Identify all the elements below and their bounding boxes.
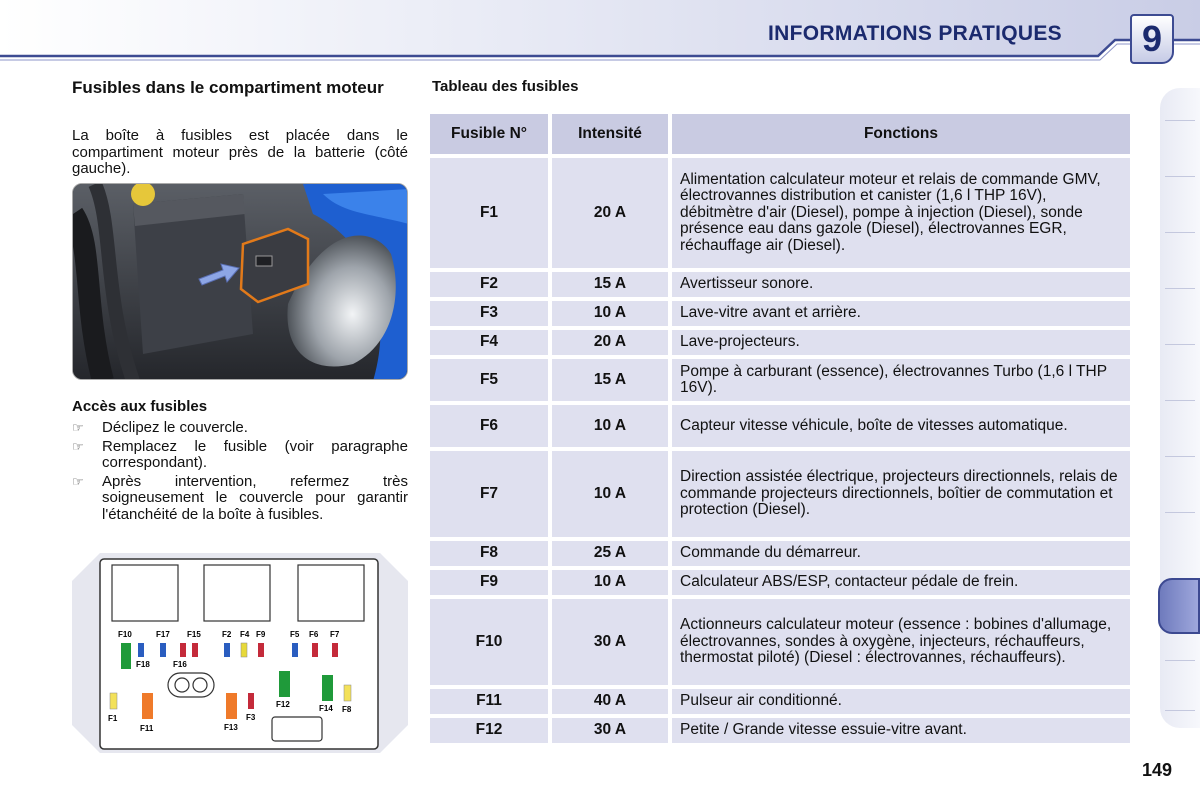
engine-compartment-photo bbox=[72, 183, 408, 380]
edge-divider bbox=[1165, 456, 1195, 457]
chapter-number-badge: 9 bbox=[1130, 14, 1174, 64]
table-row bbox=[430, 570, 1130, 595]
fuse-label-f11: F11 bbox=[140, 724, 154, 733]
fuse-number-cell: F11 bbox=[430, 689, 548, 714]
fuse-box-diagram bbox=[72, 553, 408, 753]
section-title: Fusibles dans le compartiment moteur bbox=[72, 78, 384, 97]
list-item bbox=[72, 474, 408, 524]
fuse-label-f13: F13 bbox=[224, 723, 238, 732]
fuse-label-f14: F14 bbox=[319, 704, 333, 713]
function-cell: Avertisseur sonore. bbox=[672, 272, 1130, 297]
fuse-label-f1: F1 bbox=[108, 714, 118, 723]
fuse-f7 bbox=[332, 643, 338, 657]
edge-divider bbox=[1165, 232, 1195, 233]
table-row bbox=[430, 330, 1130, 355]
fuse-label-f10: F10 bbox=[118, 630, 132, 639]
table-row bbox=[430, 272, 1130, 297]
table-header-row bbox=[430, 114, 1130, 154]
amps-cell: 20 A bbox=[552, 158, 668, 268]
column-header-functions: Fonctions bbox=[672, 114, 1130, 154]
column-header-amps: Intensité bbox=[552, 114, 668, 154]
amps-cell: 30 A bbox=[552, 718, 668, 743]
fuse-label-f8: F8 bbox=[342, 705, 352, 714]
function-cell: Calculateur ABS/ESP, contacteur pédale de frein. bbox=[672, 570, 1130, 595]
amps-cell: 30 A bbox=[552, 599, 668, 685]
pointing-hand-icon: ☞ bbox=[72, 473, 84, 489]
fuse-f15 bbox=[192, 643, 198, 657]
fuse-number-cell: F5 bbox=[430, 359, 548, 401]
access-steps-list bbox=[72, 420, 408, 525]
table-row bbox=[430, 301, 1130, 326]
table-row bbox=[430, 405, 1130, 447]
function-cell: Pompe à carburant (essence), électrovannes Turbo (1,6 l THP 16V). bbox=[672, 359, 1130, 401]
amps-cell: 15 A bbox=[552, 272, 668, 297]
amps-cell: 25 A bbox=[552, 541, 668, 566]
step-text: Après intervention, refermez très soigneusement le couvercle pour garantir l'étanchéité de la boîte à fusibles. bbox=[102, 472, 408, 523]
fuse-label-f3: F3 bbox=[246, 713, 256, 722]
function-cell: Capteur vitesse véhicule, boîte de vitesses automatique. bbox=[672, 405, 1130, 447]
edge-divider bbox=[1165, 710, 1195, 711]
fuse-f9 bbox=[258, 643, 264, 657]
amps-cell: 10 A bbox=[552, 570, 668, 595]
pointing-hand-icon: ☞ bbox=[72, 420, 84, 435]
page-number: 149 bbox=[1141, 760, 1172, 780]
edge-divider bbox=[1165, 176, 1195, 177]
function-cell: Lave-projecteurs. bbox=[672, 330, 1130, 355]
fuse-f12 bbox=[279, 671, 290, 697]
intro-paragraph: La boîte à fusibles est placée dans le compartiment moteur près de la batterie (côté gauche). bbox=[72, 127, 408, 177]
fuse-f4 bbox=[241, 643, 247, 657]
fuse-table bbox=[430, 114, 1130, 747]
table-row bbox=[430, 599, 1130, 685]
fuse-label-f18: F18 bbox=[136, 660, 150, 669]
fuse-f3 bbox=[248, 693, 254, 709]
edge-divider bbox=[1165, 344, 1195, 345]
amps-cell: 40 A bbox=[552, 689, 668, 714]
fuse-f8 bbox=[344, 685, 351, 701]
table-row bbox=[430, 718, 1130, 743]
fuse-number-cell: F4 bbox=[430, 330, 548, 355]
pointing-hand-icon: ☞ bbox=[72, 438, 84, 454]
fuse-f2 bbox=[224, 643, 230, 657]
fuse-f5 bbox=[292, 643, 298, 657]
fuse-label-f4: F4 bbox=[240, 630, 250, 639]
list-item bbox=[72, 439, 408, 472]
edge-divider bbox=[1165, 120, 1195, 121]
fuse-f18 bbox=[138, 643, 144, 657]
edge-divider bbox=[1165, 512, 1195, 513]
table-row bbox=[430, 541, 1130, 566]
access-title: Accès aux fusibles bbox=[72, 398, 208, 415]
fuse-number-cell: F10 bbox=[430, 599, 548, 685]
active-chapter-tab bbox=[1158, 578, 1200, 634]
fuse-label-f16: F16 bbox=[173, 660, 187, 669]
step-text: Remplacez le fusible (voir paragraphe correspondant). bbox=[102, 437, 408, 471]
list-item bbox=[72, 420, 408, 437]
fuse-label-f6: F6 bbox=[309, 630, 319, 639]
fuse-label-f12: F12 bbox=[276, 700, 290, 709]
function-cell: Pulseur air conditionné. bbox=[672, 689, 1130, 714]
fuse-label-f7: F7 bbox=[330, 630, 340, 639]
amps-cell: 15 A bbox=[552, 359, 668, 401]
fuse-number-cell: F12 bbox=[430, 718, 548, 743]
function-cell: Actionneurs calculateur moteur (essence : bobines d'allumage, électrovannes, sondes à oxygène, injecteurs, réchauffeurs, thermostat piloté) (Diesel : électrovannes, réchauffeurs). bbox=[672, 599, 1130, 685]
table-row bbox=[430, 359, 1130, 401]
function-cell: Direction assistée électrique, projecteurs directionnels, relais de commande projecteurs directionnels, boîtier de commutation et protection (Diesel). bbox=[672, 451, 1130, 537]
fuse-f13 bbox=[226, 693, 237, 719]
fuse-f10 bbox=[121, 643, 131, 669]
fuse-f6 bbox=[312, 643, 318, 657]
amps-cell: 10 A bbox=[552, 451, 668, 537]
edge-divider bbox=[1165, 400, 1195, 401]
fuse-label-f5: F5 bbox=[290, 630, 300, 639]
fuse-f1 bbox=[110, 693, 117, 709]
function-cell: Alimentation calculateur moteur et relais de commande GMV, électrovannes distribution et canister (1,6 l THP 16V), débitmètre d'air (Diesel), pompe à injection (Diesel), sonde présence eau dans gazole (Diesel), électrovannes EGR, réchauffage air (Diesel). bbox=[672, 158, 1130, 268]
fuse-f11 bbox=[142, 693, 153, 719]
fuse-number-cell: F9 bbox=[430, 570, 548, 595]
table-row bbox=[430, 451, 1130, 537]
table-row bbox=[430, 689, 1130, 714]
function-cell: Lave-vitre avant et arrière. bbox=[672, 301, 1130, 326]
fuse-number-cell: F2 bbox=[430, 272, 548, 297]
step-text: Déclipez le couvercle. bbox=[102, 419, 248, 436]
fuse-f14 bbox=[322, 675, 333, 701]
function-cell: Commande du démarreur. bbox=[672, 541, 1130, 566]
amps-cell: 10 A bbox=[552, 301, 668, 326]
fuse-f17 bbox=[160, 643, 166, 657]
function-cell: Petite / Grande vitesse essuie-vitre avant. bbox=[672, 718, 1130, 743]
fuse-number-cell: F7 bbox=[430, 451, 548, 537]
page-header bbox=[0, 0, 1200, 62]
fuse-number-cell: F1 bbox=[430, 158, 548, 268]
fuse-label-f9: F9 bbox=[256, 630, 266, 639]
amps-cell: 10 A bbox=[552, 405, 668, 447]
table-row bbox=[430, 158, 1130, 268]
edge-divider bbox=[1165, 288, 1195, 289]
fuse-label-f17: F17 bbox=[156, 630, 170, 639]
edge-divider bbox=[1165, 660, 1195, 661]
fuse-number-cell: F8 bbox=[430, 541, 548, 566]
fuse-f16 bbox=[180, 643, 186, 657]
chapter-title: INFORMATIONS PRATIQUES bbox=[768, 22, 1062, 45]
column-header-fuse: Fusible N° bbox=[430, 114, 548, 154]
table-title: Tableau des fusibles bbox=[432, 78, 579, 95]
fuse-number-cell: F3 bbox=[430, 301, 548, 326]
fuse-label-f2: F2 bbox=[222, 630, 232, 639]
fuse-number-cell: F6 bbox=[430, 405, 548, 447]
amps-cell: 20 A bbox=[552, 330, 668, 355]
fuse-label-f15: F15 bbox=[187, 630, 201, 639]
